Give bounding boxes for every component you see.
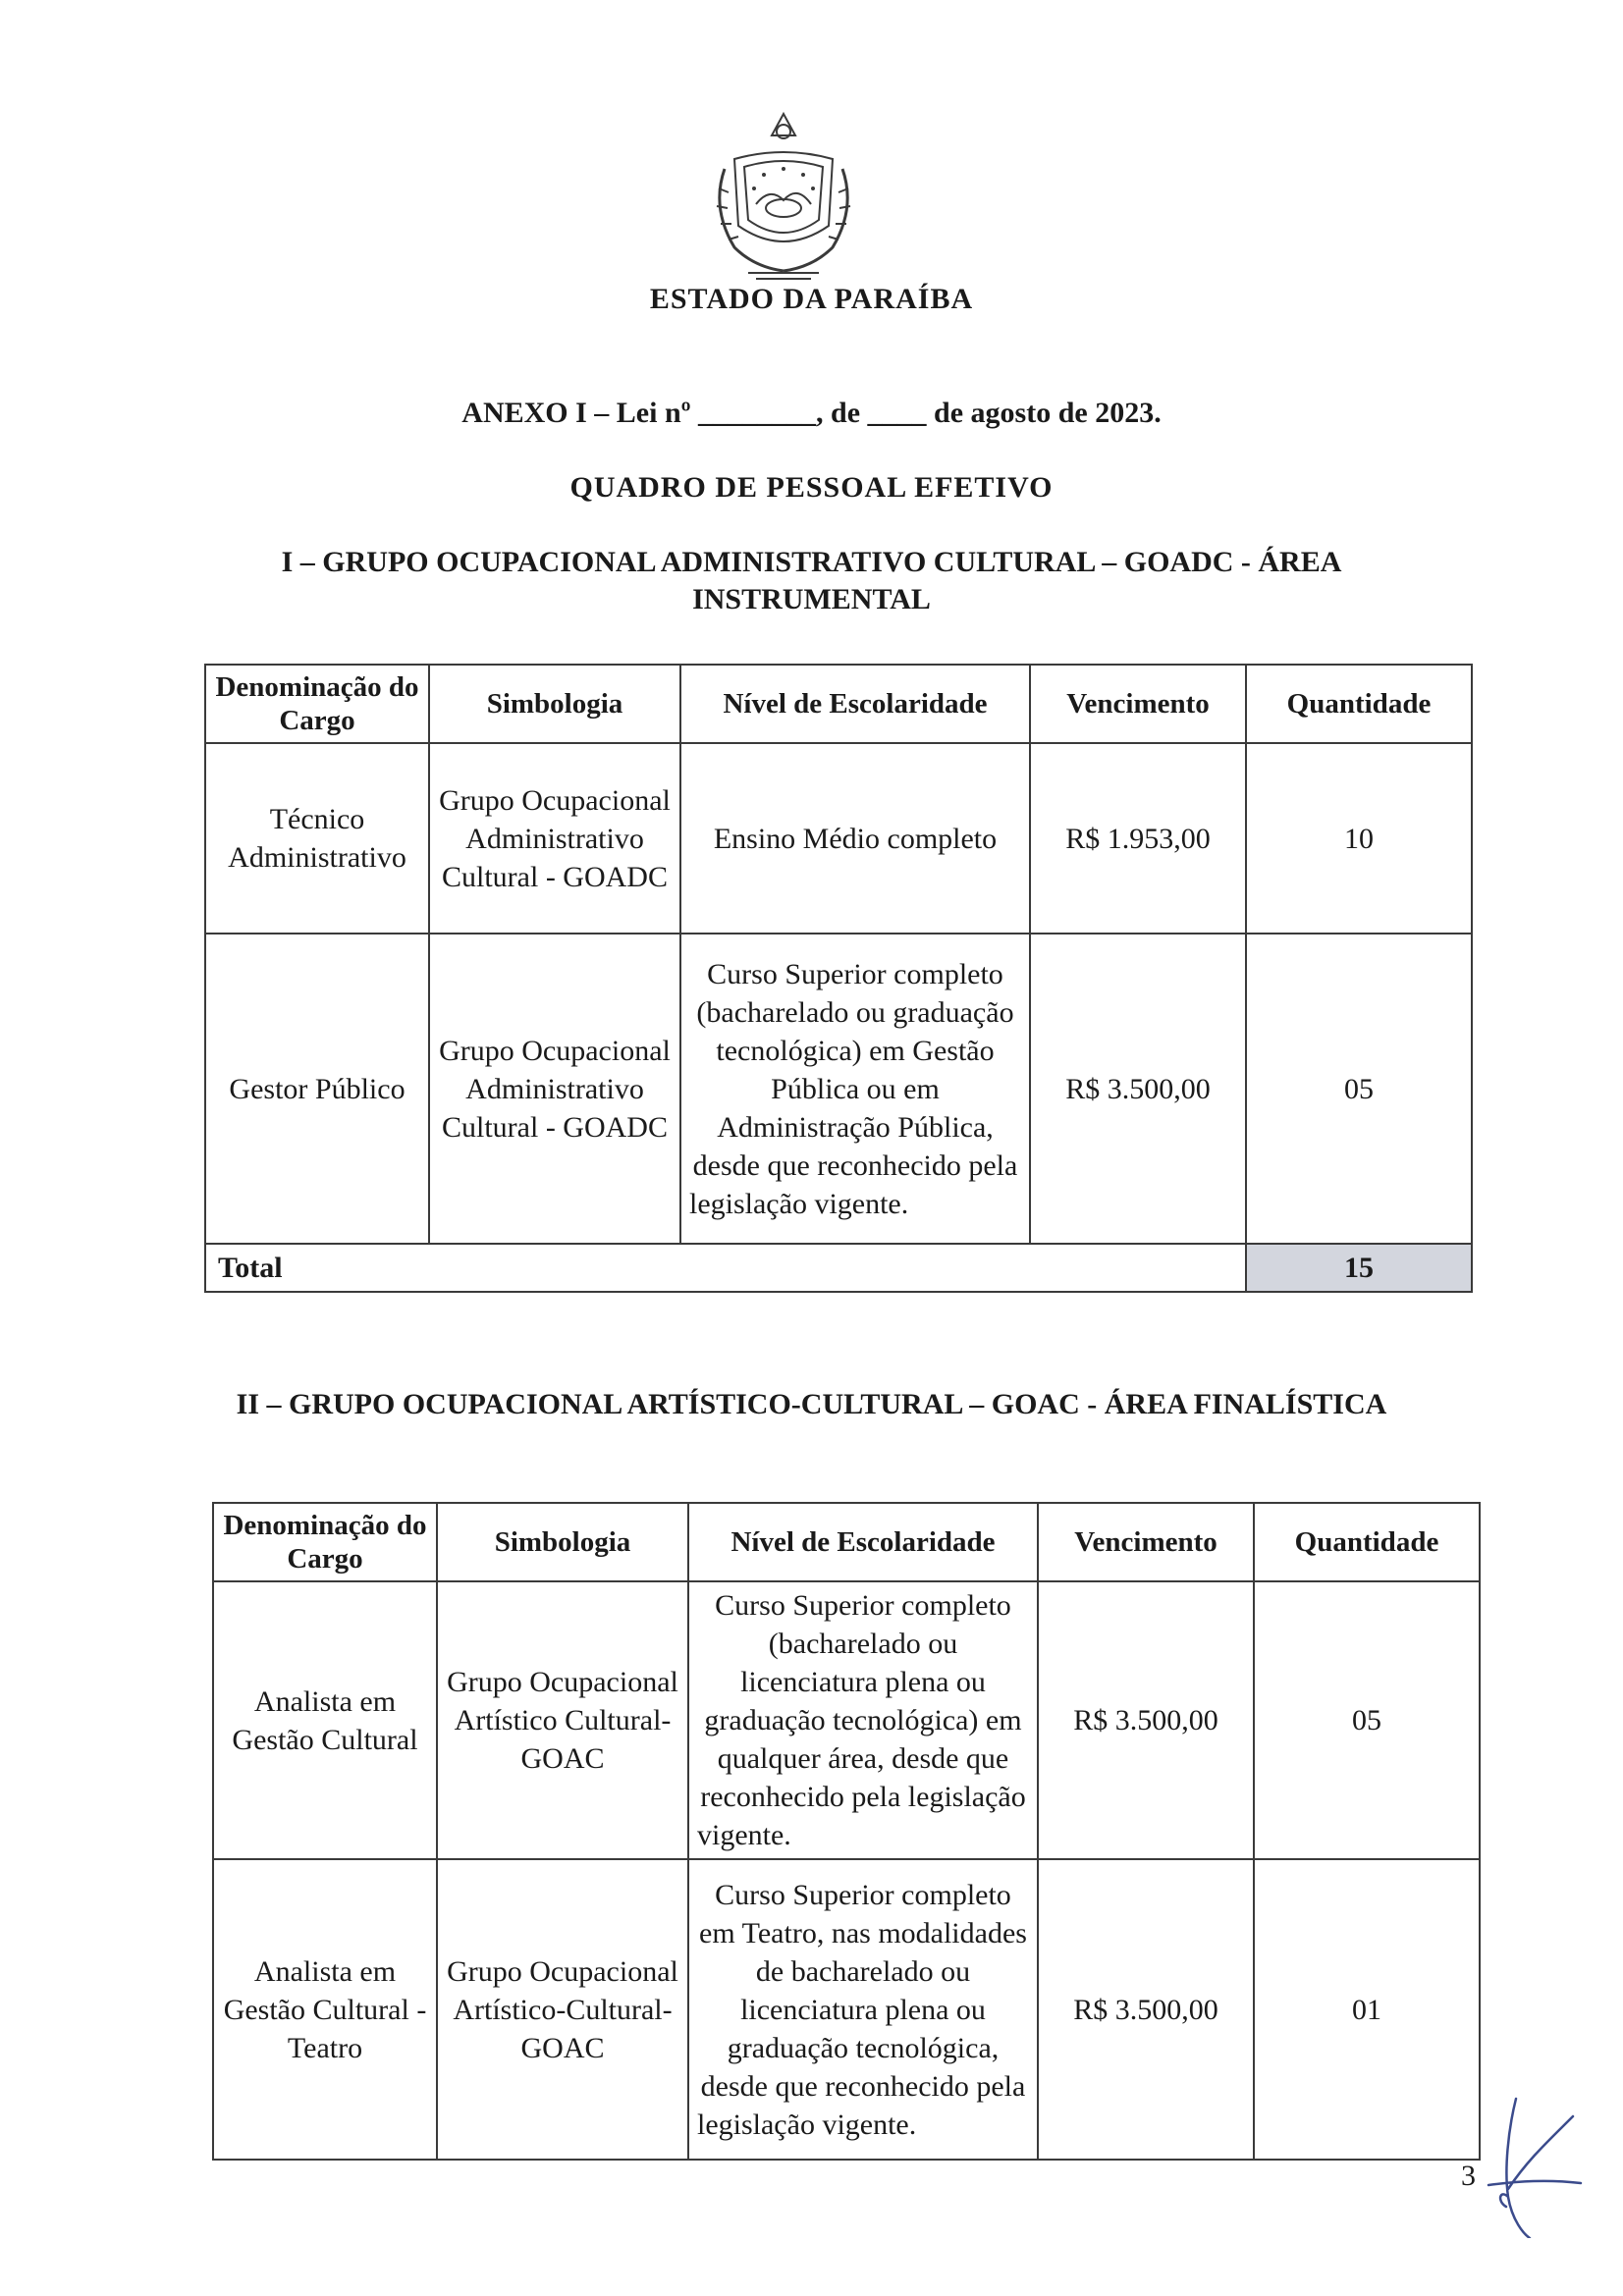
col-header-escolaridade: Nível de Escolaridade: [680, 665, 1030, 743]
cell-vencimento: R$ 3.500,00: [1038, 1581, 1254, 1859]
cell-escolaridade: Curso Superior completo em Teatro, nas modalidades de bacharelado ou licenciatura plena ou graduação tecnológica, desde que reconhecido pela legislação vigente.: [688, 1859, 1038, 2160]
cell-quantidade: 10: [1246, 743, 1472, 934]
cell-escolaridade: Curso Superior completo (bacharelado ou graduação tecnológica) em Gestão Pública ou em Administração Pública, desde que reconhecido pela legislação vigente.: [680, 934, 1030, 1244]
cell-cargo: Analista em Gestão Cultural: [213, 1581, 437, 1859]
group1-title: I – GRUPO OCUPACIONAL ADMINISTRATIVO CULTURAL – GOADC - ÁREA INSTRUMENTAL: [281, 546, 1342, 615]
cell-simbologia: Grupo Ocupacional Administrativo Cultural - GOADC: [429, 934, 680, 1244]
table-row: [205, 934, 1472, 1244]
cell-vencimento: R$ 3.500,00: [1038, 1859, 1254, 2160]
total-row: [205, 1244, 1472, 1292]
col-header-simbologia: Simbologia: [437, 1503, 688, 1581]
group2-title: II – GRUPO OCUPACIONAL ARTÍSTICO-CULTURAL – GOAC - ÁREA FINALÍSTICA: [236, 1388, 1387, 1420]
handwritten-signature-icon: [1479, 2091, 1596, 2238]
cell-quantidade: 01: [1254, 1859, 1480, 2160]
cell-cargo: Analista em Gestão Cultural - Teatro: [213, 1859, 437, 2160]
cell-simbologia: Grupo Ocupacional Artístico-Cultural-GOAC: [437, 1859, 688, 2160]
col-header-vencimento: Vencimento: [1030, 665, 1246, 743]
table-header-row: [205, 665, 1472, 743]
cell-vencimento: R$ 3.500,00: [1030, 934, 1246, 1244]
total-value: 15: [1246, 1244, 1472, 1292]
group2-table: [212, 1502, 1481, 2161]
col-header-vencimento: Vencimento: [1038, 1503, 1254, 1581]
table-row: [205, 743, 1472, 934]
state-name: ESTADO DA PARAÍBA: [649, 283, 974, 315]
table-row: [213, 1859, 1480, 2160]
col-header-quantidade: Quantidade: [1246, 665, 1472, 743]
col-header-cargo: Denominação do Cargo: [205, 665, 429, 743]
cell-cargo: Gestor Público: [205, 934, 429, 1244]
annex-title: ANEXO I – Lei nº ________, de ____ de agosto de 2023.: [461, 397, 1162, 429]
cell-escolaridade: Ensino Médio completo: [680, 743, 1030, 934]
group1-table: [204, 664, 1473, 1293]
cell-quantidade: 05: [1254, 1581, 1480, 1859]
paraiba-coat-of-arms-icon: [705, 110, 862, 283]
col-header-simbologia: Simbologia: [429, 665, 680, 743]
col-header-cargo: Denominação do Cargo: [213, 1503, 437, 1581]
col-header-quantidade: Quantidade: [1254, 1503, 1480, 1581]
table-header-row: [213, 1503, 1480, 1581]
table-row: [213, 1581, 1480, 1859]
board-title: QUADRO DE PESSOAL EFETIVO: [569, 471, 1054, 504]
cell-escolaridade: Curso Superior completo (bacharelado ou licenciatura plena ou graduação tecnológica) em qualquer área, desde que reconhecido pela legislação vigente.: [688, 1581, 1038, 1859]
cell-cargo: Técnico Administrativo: [205, 743, 429, 934]
cell-vencimento: R$ 1.953,00: [1030, 743, 1246, 934]
col-header-escolaridade: Nível de Escolaridade: [688, 1503, 1038, 1581]
cell-quantidade: 05: [1246, 934, 1472, 1244]
page-number: 3: [1461, 2160, 1476, 2192]
total-label: Total: [205, 1244, 1246, 1292]
cell-simbologia: Grupo Ocupacional Administrativo Cultural - GOADC: [429, 743, 680, 934]
cell-simbologia: Grupo Ocupacional Artístico Cultural-GOAC: [437, 1581, 688, 1859]
